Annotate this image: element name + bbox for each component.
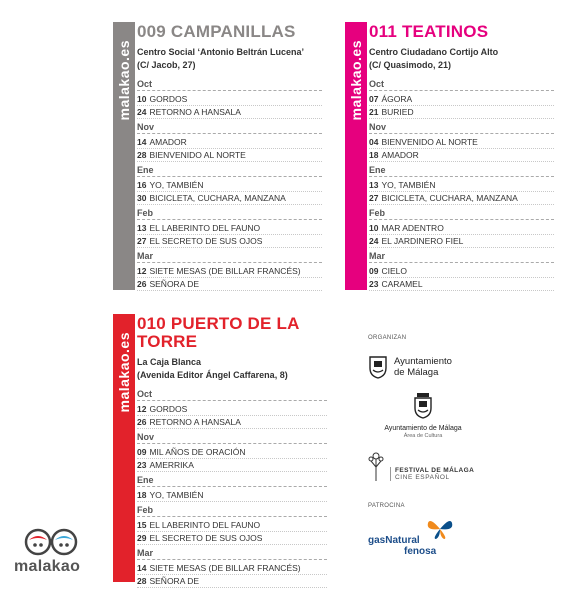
screening-row	[137, 562, 327, 574]
screening-row	[137, 136, 322, 148]
malaga-crest-icon	[413, 393, 433, 419]
teatinos-venue: Centro Ciudadano Cortijo Alto	[369, 47, 499, 57]
screening-day: 18	[369, 150, 379, 160]
teatinos-address: (C/ Quasimodo, 21)	[369, 60, 452, 70]
teatinos-schedule	[369, 76, 554, 291]
screening-row	[137, 278, 322, 290]
screening-row	[369, 149, 554, 161]
screening-row	[137, 106, 322, 118]
month-divider	[137, 400, 327, 401]
teatinos-section	[369, 23, 554, 291]
puerto-schedule	[137, 386, 327, 588]
screening-day: 16	[137, 180, 147, 190]
ayuntamiento-area-name: Ayuntamiento de Málaga	[384, 425, 462, 432]
month-heading: Nov	[369, 122, 387, 132]
month-divider	[137, 262, 322, 263]
month-heading: Feb	[137, 505, 154, 515]
screening-day: 13	[369, 180, 379, 190]
screening-title: CIELO	[381, 266, 407, 276]
screening-day: 26	[137, 279, 147, 289]
ayuntamiento-line1: Ayuntamiento	[394, 356, 452, 367]
puerto-title: 010 PUERTO DE LA TORRE	[137, 314, 299, 351]
patrocina-label: PATROCINA	[368, 503, 405, 509]
screening-title: YO, TAMBIÉN	[381, 180, 436, 190]
month-divider	[137, 559, 327, 560]
screening-day: 28	[137, 150, 147, 160]
screening-day: 24	[369, 236, 379, 246]
month-heading: Ene	[137, 165, 154, 175]
screening-title: CARAMEL	[381, 279, 423, 289]
ayuntamiento-logo	[368, 355, 568, 379]
month-divider	[369, 262, 554, 263]
malakao-wordmark: malakao	[14, 558, 81, 575]
screening-day: 23	[137, 460, 147, 470]
area-cultura-logo	[368, 393, 478, 439]
screening-title: GORDOS	[149, 94, 188, 104]
gas-natural-logo	[368, 517, 458, 557]
screening-row	[137, 179, 322, 191]
screening-day: 26	[137, 417, 147, 427]
month-divider	[369, 133, 554, 134]
screening-day: 27	[137, 236, 147, 246]
month-divider	[369, 219, 554, 220]
campanillas-venue: Centro Social ‘Antonio Beltrán Lucena’	[137, 47, 305, 57]
screening-day: 13	[137, 223, 147, 233]
screening-day: 14	[137, 137, 147, 147]
month-divider	[137, 486, 327, 487]
screening-day: 04	[369, 137, 379, 147]
month-heading: Mar	[137, 251, 154, 261]
screening-row	[137, 575, 327, 587]
month-heading: Oct	[137, 79, 153, 89]
screening-title: SIETE MESAS (DE BILLAR FRANCÉS)	[149, 563, 301, 573]
campanillas-schedule	[137, 76, 322, 291]
screening-row	[137, 235, 322, 247]
screening-row	[137, 222, 322, 234]
campanillas-address: (C/ Jacob, 27)	[137, 60, 196, 70]
month-divider	[137, 516, 327, 517]
month-heading: Feb	[137, 208, 154, 218]
screening-day: 09	[137, 447, 147, 457]
screening-row	[369, 93, 554, 105]
puerto-stripe-text: malakao.es	[116, 332, 132, 413]
screening-row	[369, 222, 554, 234]
teatinos-stripe	[345, 22, 367, 290]
malakao-faces-icon	[24, 528, 82, 556]
screening-row	[369, 136, 554, 148]
screening-title: MAR ADENTRO	[381, 223, 444, 233]
month-heading: Nov	[137, 122, 155, 132]
screening-day: 28	[137, 576, 147, 586]
screening-row	[369, 179, 554, 191]
screening-row	[369, 235, 554, 247]
screening-row	[137, 416, 327, 428]
campanillas-stripe-text: malakao.es	[116, 40, 132, 121]
screening-row	[137, 149, 322, 161]
screening-title: EL SECRETO DE SUS OJOS	[149, 533, 263, 543]
screening-row	[369, 192, 554, 204]
screening-day: 12	[137, 404, 147, 414]
screening-day: 12	[137, 266, 147, 276]
screening-title: EL LABERINTO DEL FAUNO	[149, 520, 261, 530]
screening-title: BIENVENIDO AL NORTE	[381, 137, 478, 147]
month-heading: Ene	[137, 475, 154, 485]
month-heading: Oct	[369, 79, 385, 89]
screening-day: 07	[369, 94, 379, 104]
screening-title: AMERRIKA	[149, 460, 194, 470]
screening-day: 10	[369, 223, 379, 233]
month-divider	[137, 133, 322, 134]
puerto-address: (Avenida Editor Ángel Caffarena, 8)	[137, 370, 288, 380]
screening-day: 29	[137, 533, 147, 543]
month-heading: Ene	[369, 165, 386, 175]
month-heading: Mar	[137, 548, 154, 558]
screening-row	[369, 265, 554, 277]
screening-title: SIETE MESAS (DE BILLAR FRANCÉS)	[149, 266, 301, 276]
screening-day: 15	[137, 520, 147, 530]
puerto-venue: La Caja Blanca	[137, 357, 202, 367]
screening-title: BURIED	[381, 107, 414, 117]
screening-day: 30	[137, 193, 147, 203]
screening-row	[137, 459, 327, 471]
screening-row	[137, 519, 327, 531]
screening-title: RETORNO A HANSALA	[149, 107, 241, 117]
butterfly-icon	[426, 517, 454, 541]
month-heading: Mar	[369, 251, 386, 261]
screening-title: EL SECRETO DE SUS OJOS	[149, 236, 263, 246]
screening-row	[137, 192, 322, 204]
month-heading: Feb	[369, 208, 386, 218]
campanillas-section	[137, 23, 322, 291]
festival-line1: FESTIVAL DE MÁLAGA	[395, 467, 475, 474]
screening-title: AMADOR	[381, 150, 419, 160]
month-divider	[369, 176, 554, 177]
screening-row	[137, 489, 327, 501]
screening-title: YO, TAMBIÉN	[149, 490, 204, 500]
campanillas-stripe	[113, 22, 135, 290]
screening-day: 23	[369, 279, 379, 289]
malaga-crest-icon	[368, 355, 388, 379]
screening-title: GORDOS	[149, 404, 188, 414]
row-divider	[369, 290, 554, 291]
month-divider	[137, 176, 322, 177]
biznaga-flower-icon	[368, 451, 384, 481]
screening-row	[137, 265, 322, 277]
screening-row	[137, 403, 327, 415]
malakao-logo	[14, 528, 94, 578]
organizan-label: ORGANIZAN	[368, 335, 407, 341]
month-divider	[137, 90, 322, 91]
screening-title: EL LABERINTO DEL FAUNO	[149, 223, 261, 233]
area-cultura-label: Área de Cultura	[403, 433, 443, 439]
screening-row	[137, 532, 327, 544]
screening-title: SEÑORA DE	[149, 279, 200, 289]
screening-row	[369, 106, 554, 118]
screening-title: ÁGORA	[381, 94, 413, 104]
month-divider	[137, 219, 322, 220]
month-heading: Oct	[137, 389, 153, 399]
row-divider	[137, 290, 322, 291]
gas-natural-name: gasNatural	[368, 535, 420, 546]
gas-natural-fenosa: fenosa	[404, 546, 437, 557]
sponsors-panel	[368, 335, 568, 557]
screening-title: EL JARDINERO FIEL	[381, 236, 464, 246]
screening-day: 24	[137, 107, 147, 117]
festival-line2: CINE ESPAÑOL	[395, 474, 450, 481]
screening-day: 10	[137, 94, 147, 104]
month-divider	[369, 90, 554, 91]
puerto-stripe	[113, 314, 135, 582]
screening-day: 27	[369, 193, 379, 203]
screening-title: AMADOR	[149, 137, 187, 147]
screening-day: 21	[369, 107, 379, 117]
screening-row	[369, 278, 554, 290]
screening-row	[137, 446, 327, 458]
screening-row	[137, 93, 322, 105]
teatinos-title: 011 TEATINOS	[369, 22, 489, 41]
festival-malaga-logo	[368, 451, 568, 481]
screening-title: RETORNO A HANSALA	[149, 417, 241, 427]
campanillas-title: 009 CAMPANILLAS	[137, 22, 296, 41]
ayuntamiento-line2: de Málaga	[394, 367, 439, 378]
screening-title: MIL AÑOS DE ORACIÓN	[149, 447, 246, 457]
screening-title: SEÑORA DE	[149, 576, 200, 586]
screening-day: 18	[137, 490, 147, 500]
row-divider	[137, 587, 327, 588]
screening-title: YO, TAMBIÉN	[149, 180, 204, 190]
screening-title: BIENVENIDO AL NORTE	[149, 150, 246, 160]
puerto-section	[137, 315, 327, 588]
screening-day: 14	[137, 563, 147, 573]
screening-day: 09	[369, 266, 379, 276]
screening-title: BICICLETA, CUCHARA, MANZANA	[381, 193, 518, 203]
month-divider	[137, 443, 327, 444]
month-heading: Nov	[137, 432, 155, 442]
teatinos-stripe-text: malakao.es	[348, 40, 364, 121]
screening-title: BICICLETA, CUCHARA, MANZANA	[149, 193, 286, 203]
